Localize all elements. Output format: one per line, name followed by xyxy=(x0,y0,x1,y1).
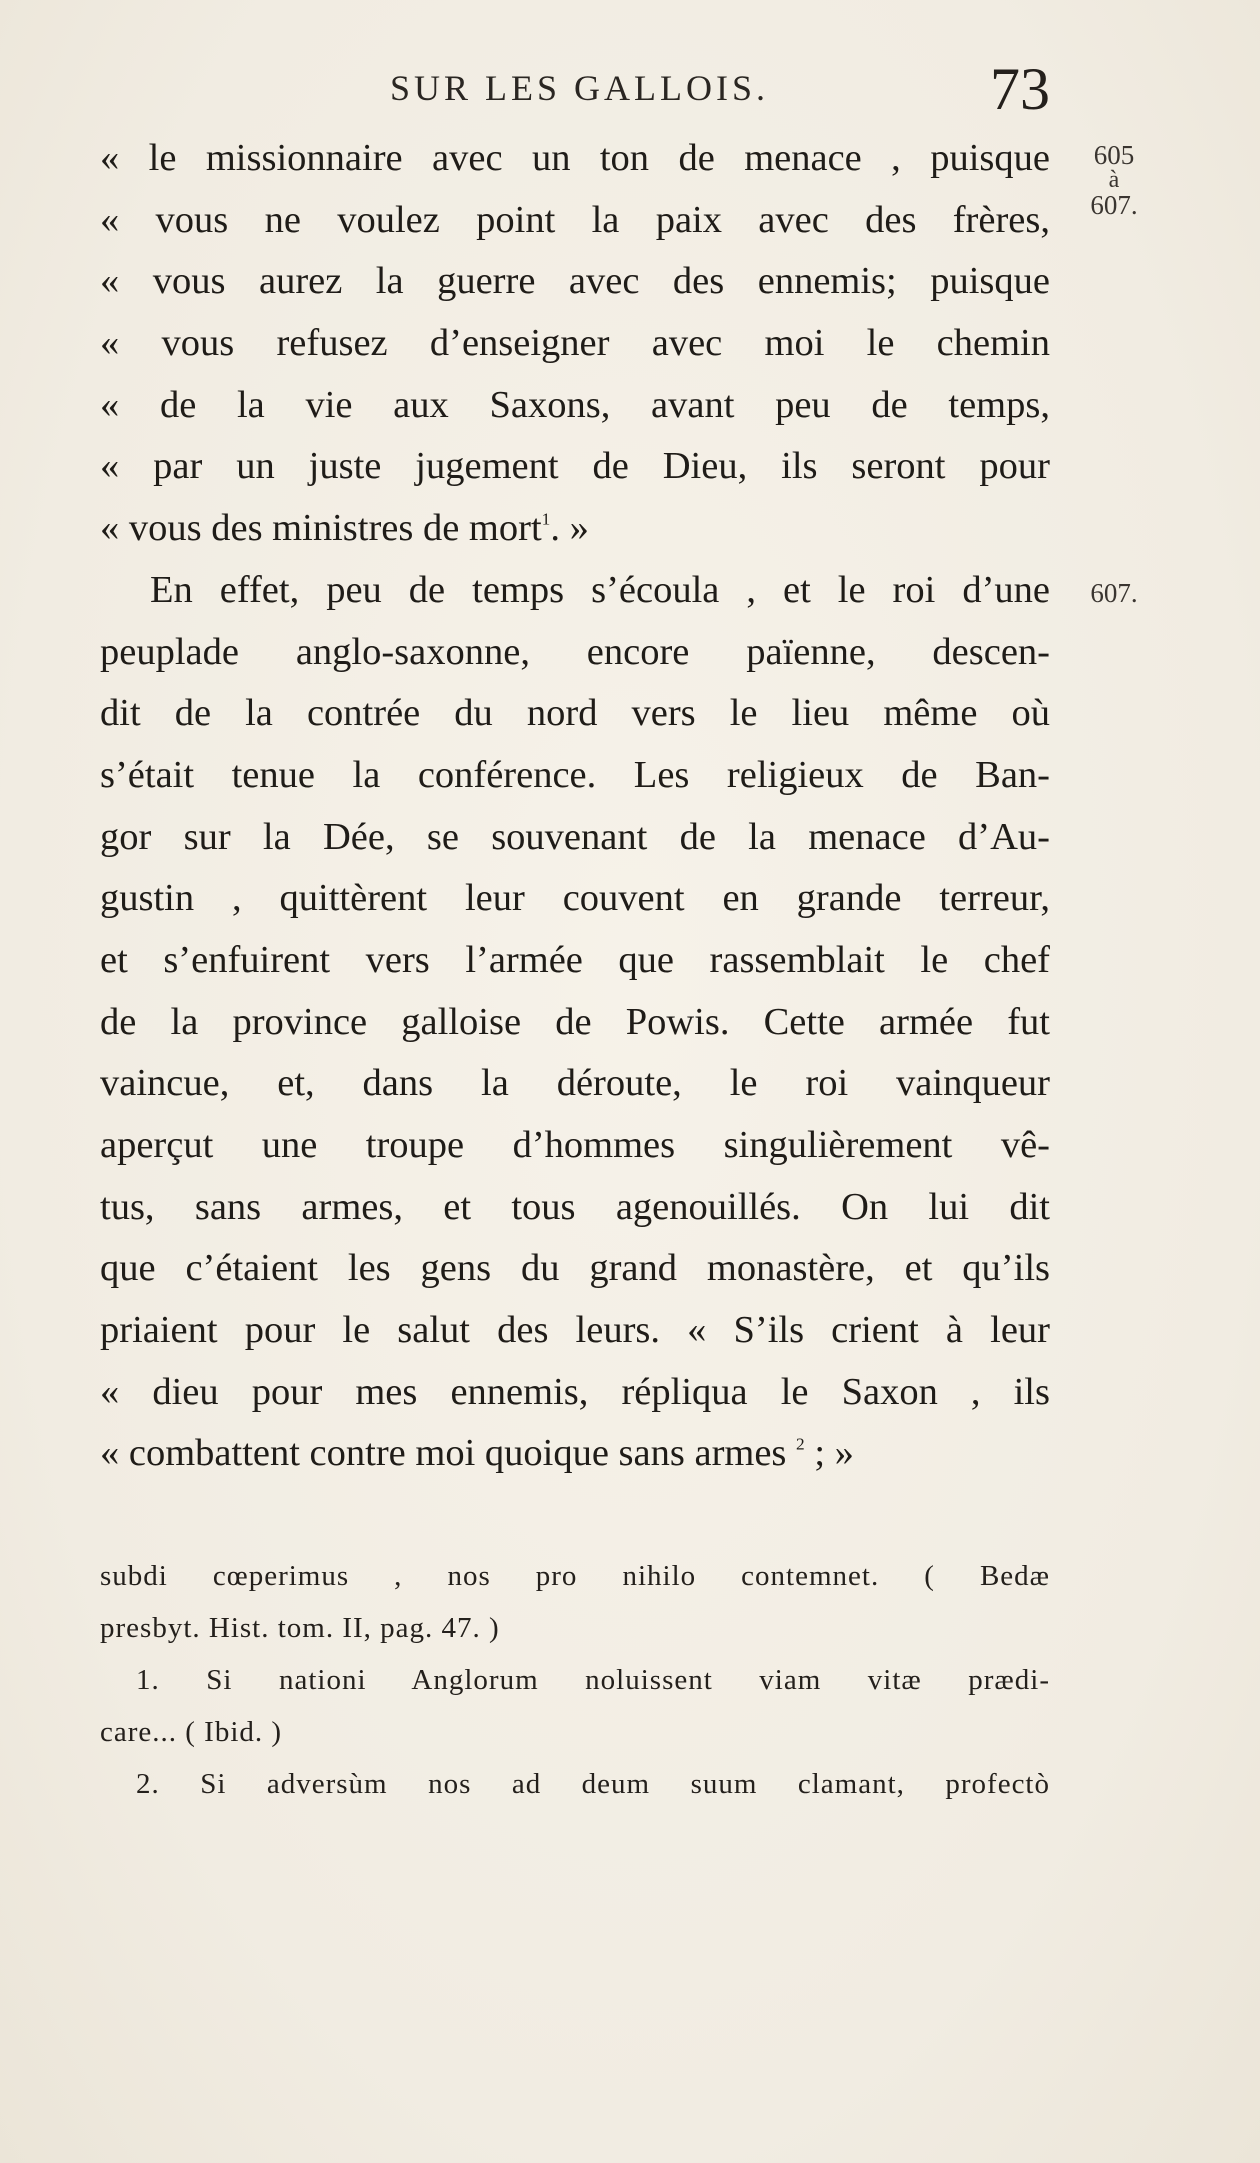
running-title: SUR LES GALLOIS. xyxy=(390,68,770,108)
margin-date-from: 605 xyxy=(1093,140,1135,170)
text-line: et s’enfuirent vers l’armée que rassemblait le chef xyxy=(100,938,1050,981)
margin-date-range xyxy=(1068,140,1160,220)
page-header xyxy=(100,55,1050,125)
text-line: « vous refusez d’enseigner avec moi le chemin xyxy=(100,322,1050,365)
text-line: priaient pour le salut des leurs. « S’ils crient à leur xyxy=(100,1309,1050,1352)
margin-date-connector: à xyxy=(1108,167,1120,193)
margin-date-to: 607. xyxy=(1090,190,1138,220)
text-line: gor sur la Dée, se souvenant de la menace d’Au- xyxy=(100,815,1050,858)
footnotes xyxy=(100,1550,1050,1810)
footnote-line: subdi cœperimus , nos pro nihilo contemnet. ( Bedæ xyxy=(100,1560,1050,1592)
text-line: « dieu pour mes ennemis, répliqua le Saxon , ils xyxy=(100,1370,1050,1413)
text-line: aperçut une troupe d’hommes singulièrement vê- xyxy=(100,1124,1050,1166)
footnote-2: 2. Si adversùm nos ad deum suum clamant, profectò xyxy=(136,1768,1050,1800)
text-line-tail: ; » xyxy=(804,1432,854,1475)
footnote-1: 1. Si nationi Anglorum noluissent viam vitæ prædi- xyxy=(136,1664,1050,1696)
text-line: « combattent contre moi quoique sans armes xyxy=(100,1432,787,1475)
text-line: que c’étaient les gens du grand monastère, et qu’ils xyxy=(100,1247,1050,1290)
text-line-with-note xyxy=(100,1423,1050,1485)
text-line: vaincue, et, dans la déroute, le roi vainqueur xyxy=(100,1062,1050,1105)
text-line: dit de la contrée du nord vers le lieu même où xyxy=(100,692,1050,735)
paragraph-start: En effet, peu de temps s’écoula , et le roi d’une xyxy=(150,568,1050,611)
margin-date: 607. xyxy=(1090,578,1138,608)
text-line: « vous ne voulez point la paix avec des frères, xyxy=(100,198,1050,241)
text-line: s’était tenue la conférence. Les religieux de Ban- xyxy=(100,753,1050,796)
main-text xyxy=(100,128,1050,1485)
text-line: « vous aurez la guerre avec des ennemis; puisque xyxy=(100,260,1050,303)
text-line: « par un juste jugement de Dieu, ils seront pour xyxy=(100,445,1050,488)
text-line-with-note xyxy=(100,498,1050,560)
text-line: « de la vie aux Saxons, avant peu de temps, xyxy=(100,383,1050,426)
page-number: 73 xyxy=(990,56,1050,122)
text-line: peuplade anglo-saxonne, encore païenne, descen- xyxy=(100,630,1050,673)
footnote-ref: 2 xyxy=(796,1434,805,1454)
footnote-ref: 1 xyxy=(541,509,551,529)
text-line: tus, sans armes, et tous agenouillés. On lui dit xyxy=(100,1185,1050,1228)
footnote-line: presbyt. Hist. tom. II, pag. 47. ) xyxy=(100,1612,500,1644)
text-line: « vous des ministres de mort xyxy=(100,507,542,550)
text-line-tail: . » xyxy=(550,507,589,550)
text-line: de la province galloise de Powis. Cette armée fut xyxy=(100,1000,1050,1043)
text-line: gustin , quittèrent leur couvent en grande terreur, xyxy=(100,877,1050,920)
text-line: « le missionnaire avec un ton de menace , puisque xyxy=(100,137,1050,179)
footnote-line: care... ( Ibid. ) xyxy=(100,1716,283,1748)
